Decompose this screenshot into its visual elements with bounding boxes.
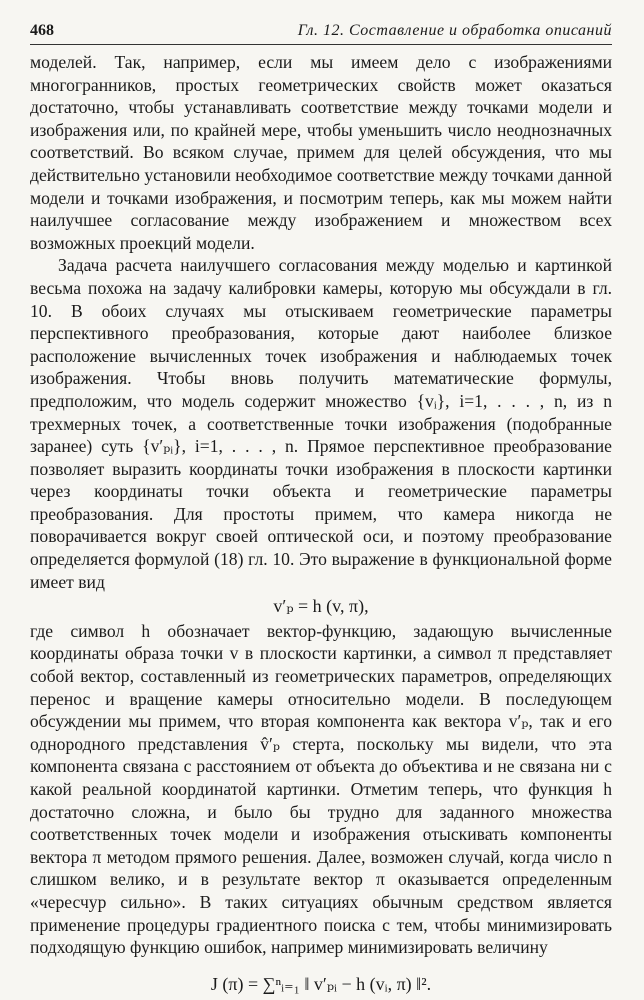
paragraph-1: моделей. Так, например, если мы имеем дело с изображениями многогранников, простых геометрических свойств может оказаться достаточно, чтобы устанавливать соответствие между точками модели и изображения или, по крайней мере, чтобы уменьшить число неоднозначных соответствий. Во всяком случае, примем для целей обсуждения, что мы действительно установили необходимое соответствие между точками данной модели и точками изображения, и посмотрим теперь, как мы можем найти наилучшее согласование между изображением и множеством всех возможных проекций модели. (30, 52, 612, 253)
page (30, 22, 612, 997)
paragraph-3: где символ h обозначает вектор-функцию, задающую вычисленные координаты образа точки v в плоскости картинки, а символ π представляет собой вектор, составленный из геометрических параметров, определяющих перенос и вращение камеры относительно модели. В последующем обсуждении мы примем, что вторая компонента как вектора v′ₚ, так и его однородного представления v̂′ₚ стерта, поскольку мы видели, что эта компонента связана с расстоянием от объекта до объектива и не связана ни с какой реальной координатой картинки. Отметим теперь, что функция h достаточно сложна, и было бы трудно для заданного множества соответственных точек модели и изображения отыскивать компоненты вектора π методом прямого решения. Далее, возможен случай, когда число n слишком велико, и в результате вектор π оказывается определенным «чересчур сильно». В таких ситуациях обычным средством является применение процедуры градиентного поиска с тем, чтобы минимизировать подходящую функцию ошибок, например минимизировать величину (30, 620, 612, 958)
formula-error-function: J (π) = ∑ⁿᵢ₌₁ ‖ v′ₚᵢ − h (vᵢ, π) ‖². (210, 973, 432, 994)
running-header (30, 22, 612, 45)
page-body (30, 51, 612, 995)
running-title: Гл. 12. Составление и обработка описаний (297, 22, 612, 39)
page-number: 468 (30, 22, 54, 39)
paragraph-2: Задача расчета наилучшего согласования между моделью и картинкой весьма похожа на задачу калибровки камеры, которую мы обсуждали в гл. 10. В обоих случаях мы отыскиваем геометрические параметры перспективного преобразования, которые дают наиболее близкое расположение вычисленных точек изображения и наблюдаемых точек изображения. Чтобы вновь получить математические формулы, предположим, что модель содержит множество {vᵢ}, i=1, . . . , n, из n трехмерных точек, а соответственные точки изображения (подобранные заранее) суть {v′ₚᵢ}, i=1, . . . , n. Прямое перспективное преобразование позволяет выразить координаты точки изображения в плоскости картинки через координаты точки объекта и геометрические параметры преобразования. Для простоты примем, что камера никогда не поворачивается вокруг своей оптической оси, и поэтому преобразование определяется формулой (18) гл. 10. Это выражение в функциональной форме имеет вид (30, 255, 612, 592)
formula-projection: v′ₚ = h (v, π), (273, 596, 369, 617)
